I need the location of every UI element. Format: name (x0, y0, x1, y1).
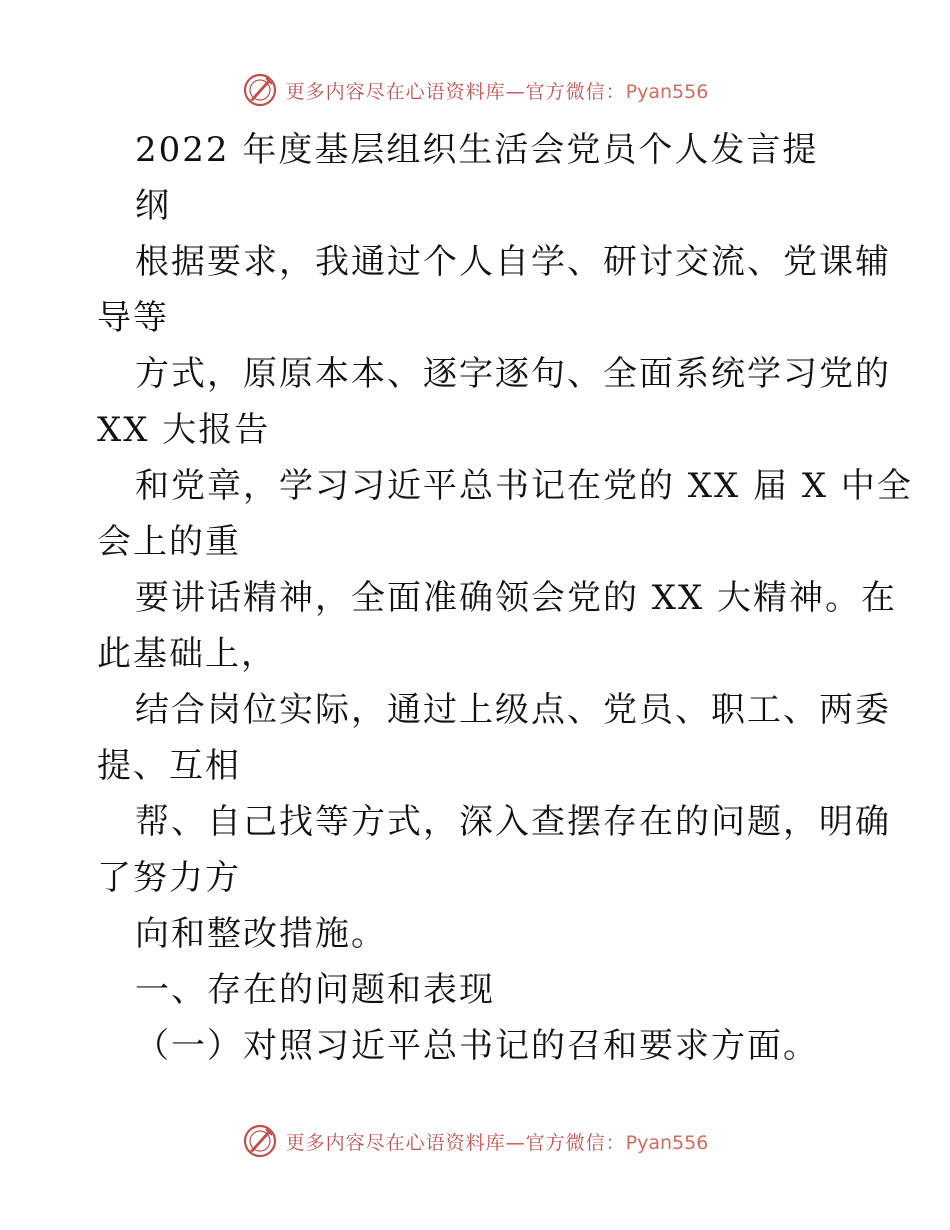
section-heading: 一、存在的问题和表现 (135, 970, 495, 1010)
quill-seal-icon (242, 72, 278, 108)
watermark-text: 更多内容尽在心语资料库—官方微信：Pyan556 (285, 1131, 709, 1154)
paragraph-line: 根据要求，我通过个人自学、研讨交流、党课辅 (135, 242, 891, 282)
header-watermark (0, 68, 950, 112)
document-body (97, 122, 913, 1074)
watermark-text: 更多内容尽在心语资料库—官方微信：Pyan556 (285, 80, 709, 103)
paragraph-line: 向和整改措施。 (135, 914, 387, 954)
paragraph-line: 帮、自己找等方式，深入查摆存在的问题，明确 (135, 802, 891, 842)
doc-title-line-1: 2022 年度基层组织生活会党员个人发言提 (135, 130, 819, 170)
subsection-heading: （一）对照习近平总书记的召和要求方面。 (135, 1026, 819, 1066)
paragraph-line: 此基础上， (97, 634, 277, 674)
paragraph-line: 会上的重 (97, 522, 241, 562)
paragraph-line: 了努力方 (97, 858, 241, 898)
footer-watermark (0, 1119, 950, 1163)
paragraph-line: 要讲话精神，全面准确领会党的 XX 大精神。在 (135, 578, 898, 618)
paragraph-line: 导等 (97, 298, 169, 338)
quill-seal-icon (242, 1123, 278, 1159)
paragraph-line: 提、互相 (97, 746, 241, 786)
paragraph-line: 方式，原原本本、逐字逐句、全面系统学习党的 (135, 354, 891, 394)
paragraph-line: XX 大报告 (97, 410, 271, 450)
paragraph-line: 和党章，学习习近平总书记在党的 XX 届 X 中全 (135, 466, 913, 506)
doc-title-line-2: 纲 (135, 186, 171, 226)
paragraph-line: 结合岗位实际，通过上级点、党员、职工、两委 (135, 690, 891, 730)
